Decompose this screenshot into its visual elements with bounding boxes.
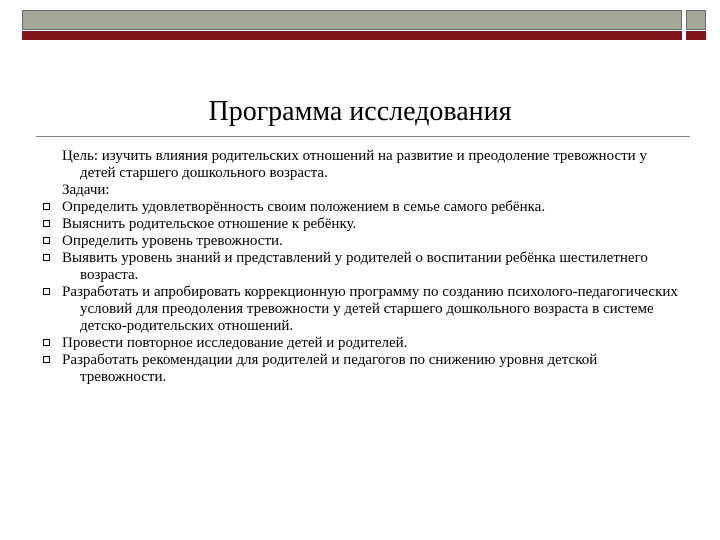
slide-title: Программа исследования <box>208 96 512 127</box>
task-text: Разработать и апробировать коррекционную программу по созданию психолого-педагогических условий для преодоления тревожности у детей старшего дошкольного возраста в системе детско-родительских отношений. <box>62 284 678 334</box>
square-bullet-icon <box>43 288 50 295</box>
square-bullet-icon <box>43 254 50 261</box>
task-item <box>62 284 682 335</box>
task-item <box>62 233 682 250</box>
task-text: Разработать рекомендации для родителей и педагогов по снижению уровня детской тревожности. <box>62 352 598 385</box>
square-bullet-icon <box>43 237 50 244</box>
corner-square-red <box>686 31 706 40</box>
task-item <box>62 335 682 352</box>
goal-text: Цель: изучить влияния родительских отношений на развитие и преодоление тревожности у детей старшего дошкольного возраста. <box>62 148 647 181</box>
square-bullet-icon <box>43 356 50 363</box>
square-bullet-icon <box>43 339 50 346</box>
task-item <box>62 199 682 216</box>
task-item <box>62 250 682 284</box>
task-text: Определить удовлетворённость своим положением в семье самого ребёнка. <box>62 199 546 215</box>
title-divider <box>36 136 690 137</box>
square-bullet-icon <box>43 203 50 210</box>
task-text: Выяснить родительское отношение к ребёнку. <box>62 216 357 232</box>
tasks-label: Задачи: <box>62 182 110 198</box>
square-bullet-icon <box>43 220 50 227</box>
corner-square-gray <box>686 10 706 30</box>
task-item <box>62 352 682 386</box>
task-text: Определить уровень тревожности. <box>62 233 283 249</box>
header-band-red <box>22 31 682 40</box>
slide-body <box>62 148 682 386</box>
header-band-gray <box>22 10 682 30</box>
task-text: Выявить уровень знаний и представлений у родителей о воспитании ребёнка шестилетнего возраста. <box>62 250 648 283</box>
task-item <box>62 216 682 233</box>
task-text: Провести повторное исследование детей и родителей. <box>62 335 408 351</box>
